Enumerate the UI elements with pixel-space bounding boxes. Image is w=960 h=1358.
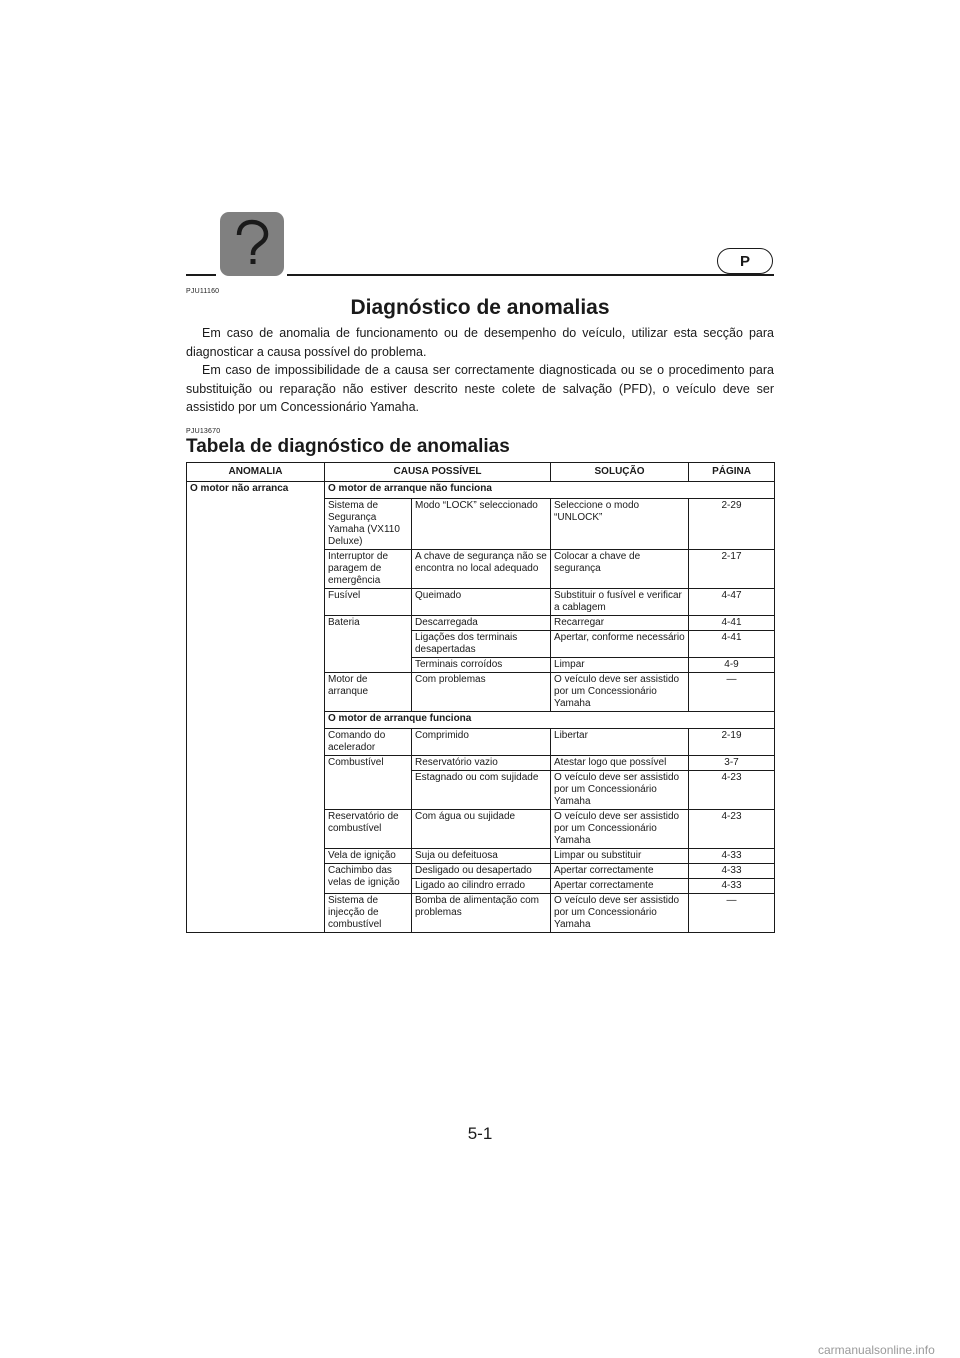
question-mark-glyph	[230, 219, 274, 269]
cause-cell: Sistema de injecção de combustível	[325, 894, 412, 933]
header-rule-right	[287, 274, 774, 276]
cause-cell: Vela de ignição	[325, 849, 412, 864]
page-cell: 4-23	[689, 771, 775, 810]
solution-cell: Apertar, conforme necessário	[551, 631, 689, 658]
cause-cell: Comando do acelerador	[325, 729, 412, 756]
cause-detail-cell: Estagnado ou com sujidade	[412, 771, 551, 810]
anomaly-cell: O motor não arranca	[187, 482, 325, 933]
solution-cell: Apertar correctamente	[551, 879, 689, 894]
page-cell: 4-23	[689, 810, 775, 849]
solution-cell: Recarregar	[551, 616, 689, 631]
section-code: PJU13670	[186, 428, 221, 435]
page-cell: —	[689, 894, 775, 933]
cause-detail-cell: Com água ou sujidade	[412, 810, 551, 849]
solution-cell: Seleccione o modo “UNLOCK”	[551, 499, 689, 550]
intro-paragraph: Em caso de anomalia de funcionamento ou de desempenho do veículo, utilizar esta secção para diagnosticar a causa possível do problema.	[186, 326, 774, 359]
cause-detail-cell: Terminais corroídos	[412, 658, 551, 673]
solution-cell: Limpar	[551, 658, 689, 673]
cause-cell: Motor de arranque	[325, 673, 412, 712]
page-cell: 4-41	[689, 616, 775, 631]
language-badge: P	[717, 248, 773, 274]
page-cell: 3-7	[689, 756, 775, 771]
cause-detail-cell: A chave de segurança não se encontra no local adequado	[412, 550, 551, 589]
cause-detail-cell: Com problemas	[412, 673, 551, 712]
cause-cell: Fusível	[325, 589, 412, 616]
cause-cell: Cachimbo das velas de ignição	[325, 864, 412, 894]
page-cell: 4-9	[689, 658, 775, 673]
cause-cell: Interruptor de paragem de emergência	[325, 550, 412, 589]
cause-detail-cell: Comprimido	[412, 729, 551, 756]
intro-text	[186, 324, 774, 417]
solution-cell: O veículo deve ser assistido por um Concessionário Yamaha	[551, 810, 689, 849]
cause-detail-cell: Queimado	[412, 589, 551, 616]
cause-detail-cell: Reservatório vazio	[412, 756, 551, 771]
page-cell: 2-29	[689, 499, 775, 550]
page-cell: 2-19	[689, 729, 775, 756]
table-title: Tabela de diagnóstico de anomalias	[186, 436, 510, 457]
header-solucao: SOLUÇÃO	[551, 463, 689, 482]
table-header-row	[187, 463, 775, 482]
header-pagina: PÁGINA	[689, 463, 775, 482]
solution-cell: Limpar ou substituir	[551, 849, 689, 864]
table-section-row	[187, 482, 775, 499]
intro-paragraph: Em caso de impossibilidade de a causa ser correctamente diagnosticada ou se o procedimento para substituição ou reparação não estiver descrito neste colete de salvação (PFD), o veículo deve ser assistido por um Concessionário Yamaha.	[186, 363, 774, 414]
troubleshooting-table	[186, 462, 775, 933]
section-heading: O motor de arranque funciona	[325, 712, 775, 729]
page-cell: 2-17	[689, 550, 775, 589]
page-number: 5-1	[467, 1124, 493, 1143]
page-cell: 4-33	[689, 849, 775, 864]
question-mark-icon	[220, 212, 284, 276]
header-rule-left	[186, 274, 216, 276]
header-anomalia: ANOMALIA	[187, 463, 325, 482]
solution-cell: O veículo deve ser assistido por um Concessionário Yamaha	[551, 771, 689, 810]
solution-cell: Libertar	[551, 729, 689, 756]
cause-detail-cell: Suja ou defeituosa	[412, 849, 551, 864]
cause-cell: Reservatório de combustível	[325, 810, 412, 849]
cause-cell: Sistema de Segurança Yamaha (VX110 Deluxe)	[325, 499, 412, 550]
cause-detail-cell: Descarregada	[412, 616, 551, 631]
solution-cell: O veículo deve ser assistido por um Concessionário Yamaha	[551, 673, 689, 712]
watermark: carmanualsonline.info	[818, 1343, 935, 1357]
page-cell: 4-33	[689, 864, 775, 879]
page-cell: 4-33	[689, 879, 775, 894]
page-cell: 4-41	[689, 631, 775, 658]
solution-cell: Apertar correctamente	[551, 864, 689, 879]
cause-detail-cell: Modo “LOCK” seleccionado	[412, 499, 551, 550]
section-code: PJU11160	[186, 288, 220, 295]
page-cell: —	[689, 673, 775, 712]
cause-detail-cell: Bomba de alimentação com problemas	[412, 894, 551, 933]
cause-cell: Combustível	[325, 756, 412, 810]
header-causa: CAUSA POSSÍVEL	[325, 463, 551, 482]
solution-cell: Atestar logo que possível	[551, 756, 689, 771]
solution-cell: Substituir o fusível e verificar a cablagem	[551, 589, 689, 616]
cause-detail-cell: Ligado ao cilindro errado	[412, 879, 551, 894]
cause-detail-cell: Desligado ou desapertado	[412, 864, 551, 879]
solution-cell: O veículo deve ser assistido por um Concessionário Yamaha	[551, 894, 689, 933]
section-heading: O motor de arranque não funciona	[325, 482, 775, 499]
cause-detail-cell: Ligações dos terminais desapertadas	[412, 631, 551, 658]
solution-cell: Colocar a chave de segurança	[551, 550, 689, 589]
cause-cell: Bateria	[325, 616, 412, 673]
page-cell: 4-47	[689, 589, 775, 616]
page-title: Diagnóstico de anomalias	[350, 296, 610, 319]
